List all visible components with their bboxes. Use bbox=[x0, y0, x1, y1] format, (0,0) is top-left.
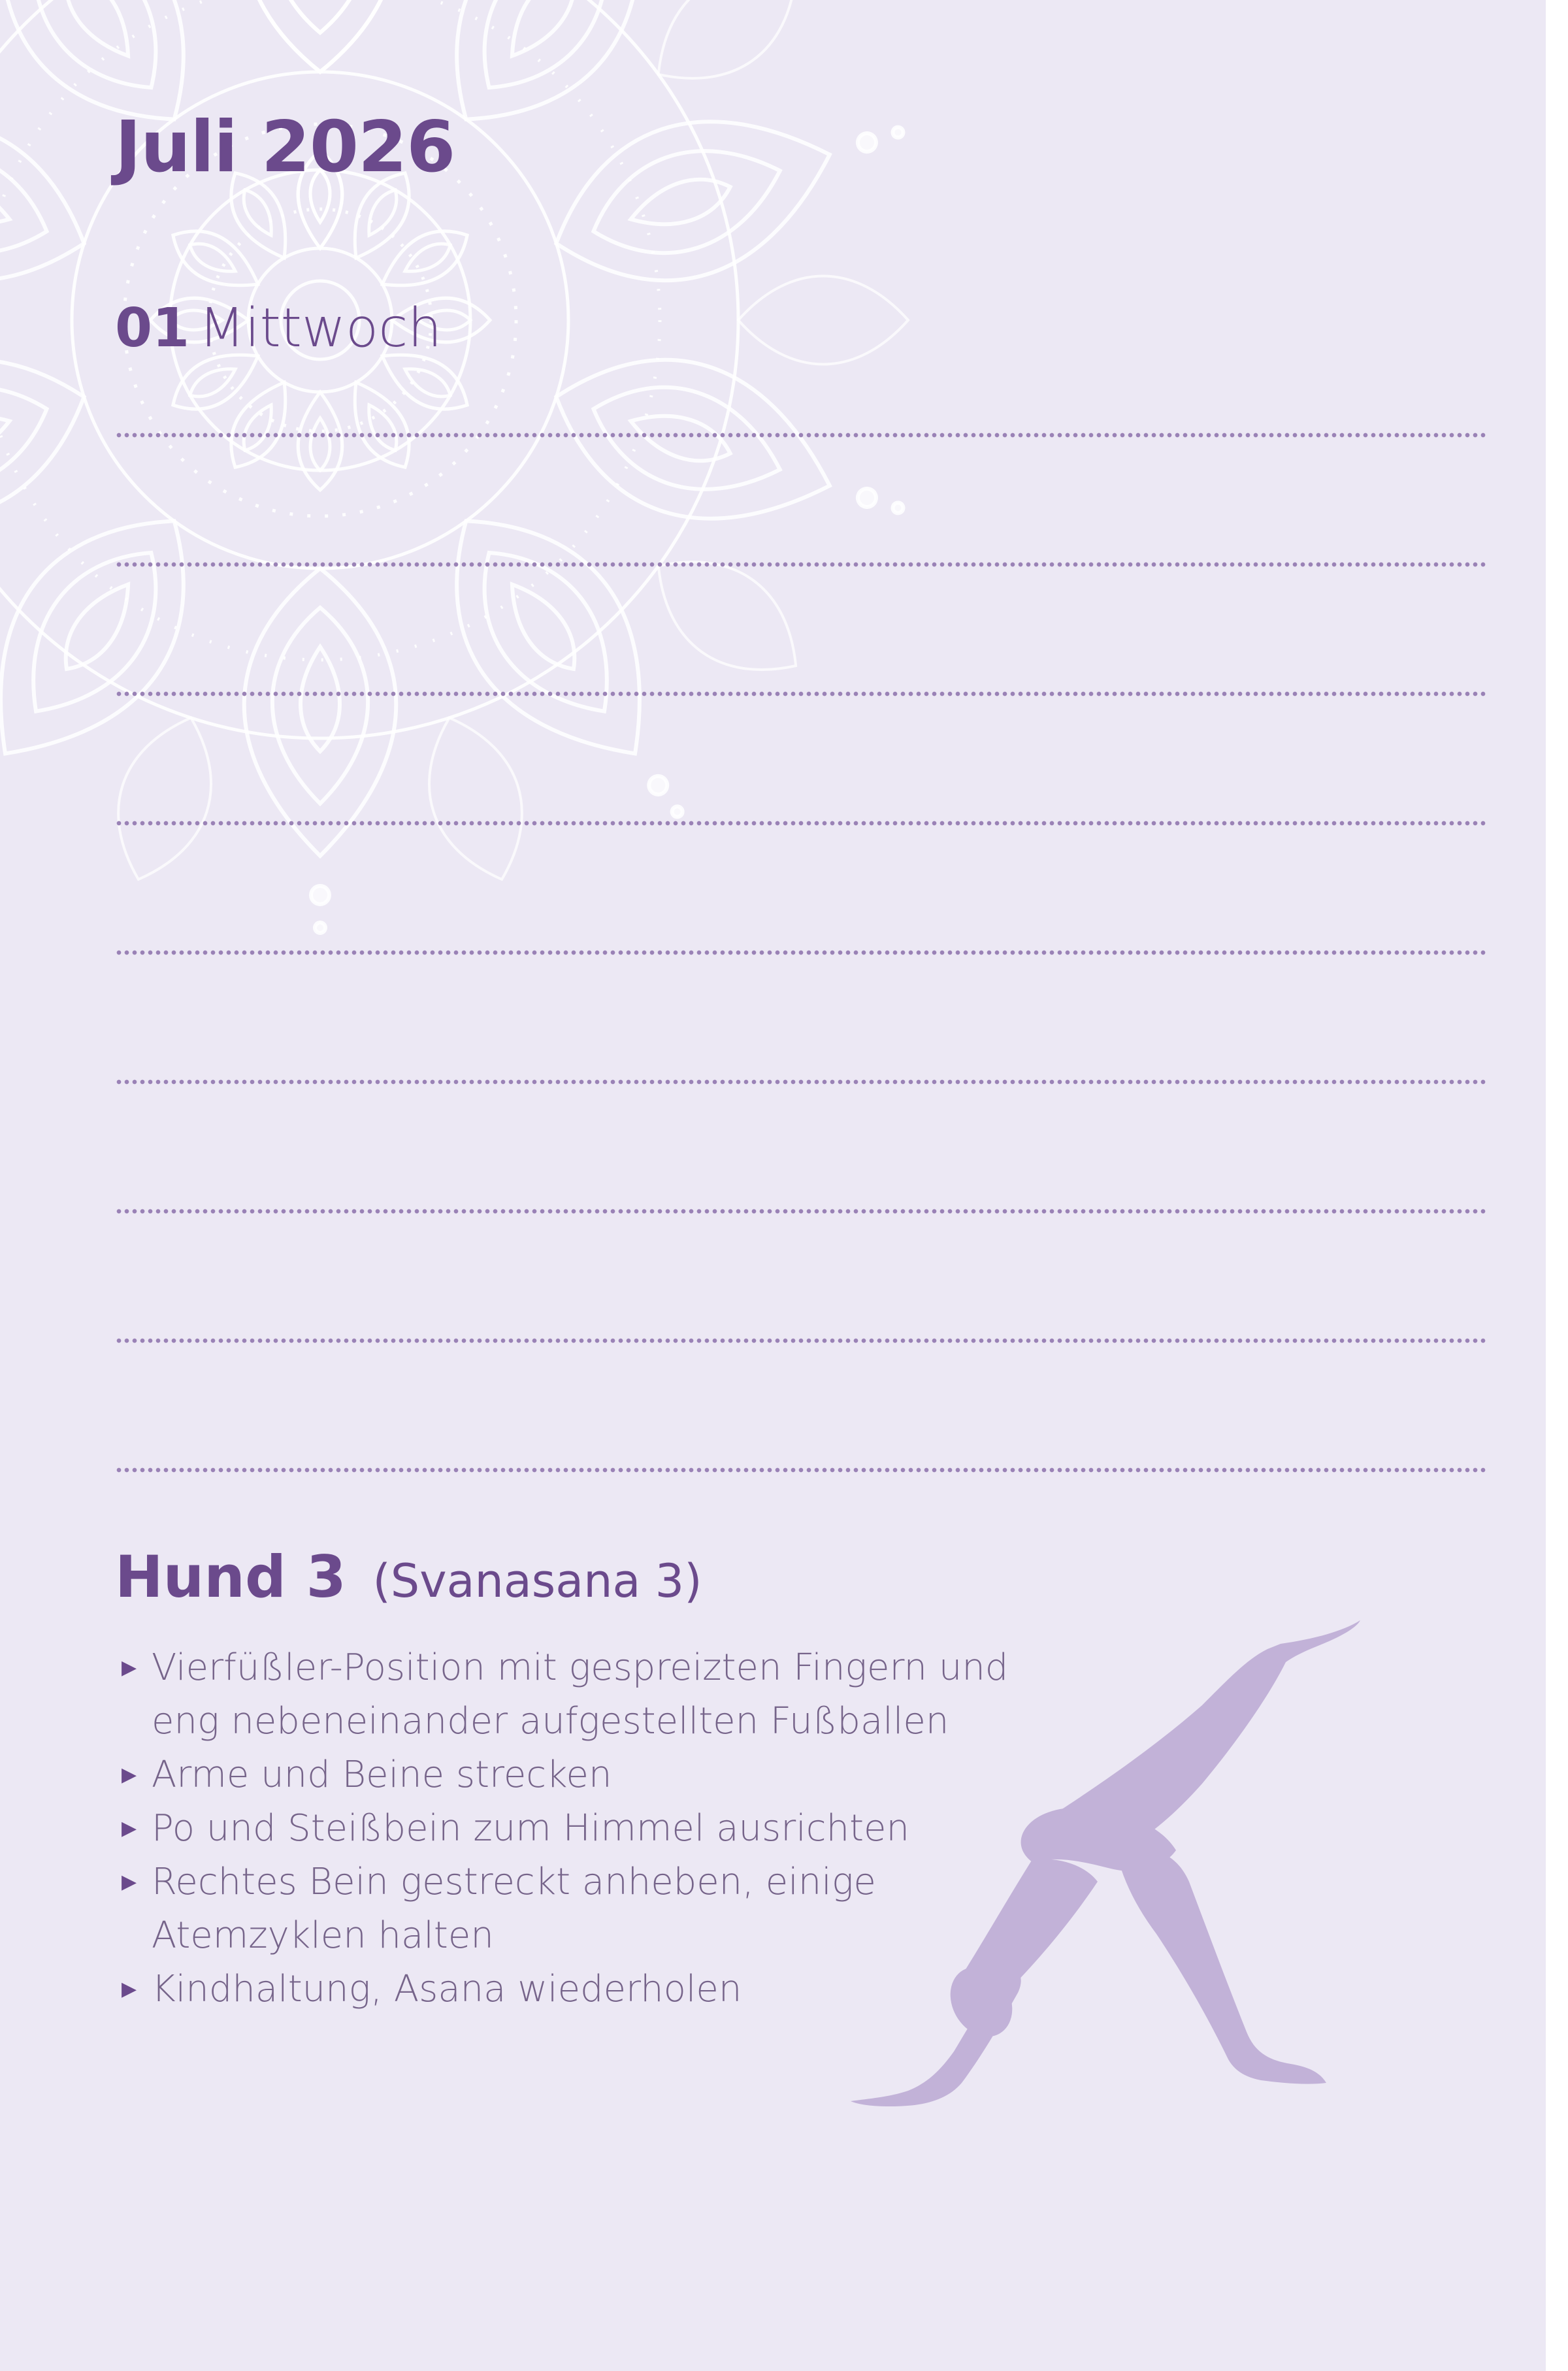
note-line[interactable] bbox=[115, 1338, 1488, 1343]
weekday-name: Mittwoch bbox=[199, 297, 442, 359]
triangle-right-icon: ▶ bbox=[122, 1656, 137, 1679]
pose-name: Hund 3 bbox=[115, 1543, 346, 1611]
pose-step-text: Po und Steißbein zum Himmel ausrichten bbox=[152, 1807, 909, 1850]
triangle-right-icon: ▶ bbox=[122, 1817, 137, 1840]
triangle-right-icon: ▶ bbox=[122, 1871, 137, 1893]
note-line[interactable] bbox=[115, 691, 1488, 696]
pose-step-text: Arme und Beine strecken bbox=[152, 1754, 612, 1796]
note-line[interactable] bbox=[115, 1079, 1488, 1085]
note-line[interactable] bbox=[115, 821, 1488, 826]
pose-sanskrit-name: (Svanasana 3) bbox=[372, 1554, 702, 1608]
day-number: 01 bbox=[115, 297, 190, 359]
pose-step-text: Vierfüßler-Position mit gespreizten Fingern und eng nebeneinander aufgestellten Fußballen bbox=[152, 1646, 1009, 1742]
day-heading bbox=[115, 297, 442, 359]
pose-step-text: Rechtes Bein gestreckt anheben, einige Atemzyklen halten bbox=[152, 1861, 876, 1957]
triangle-right-icon: ▶ bbox=[122, 1763, 137, 1786]
pose-title bbox=[115, 1543, 702, 1611]
note-line[interactable] bbox=[115, 433, 1488, 438]
month-year-heading: Juli 2026 bbox=[115, 106, 455, 188]
note-line[interactable] bbox=[115, 1467, 1488, 1473]
pose-step-text: Kindhaltung, Asana wiederholen bbox=[152, 1968, 742, 2010]
triangle-right-icon: ▶ bbox=[122, 1978, 137, 2001]
yoga-pose-illustration bbox=[810, 1594, 1398, 2117]
note-line[interactable] bbox=[115, 950, 1488, 955]
note-line[interactable] bbox=[115, 1209, 1488, 1214]
note-line[interactable] bbox=[115, 562, 1488, 567]
